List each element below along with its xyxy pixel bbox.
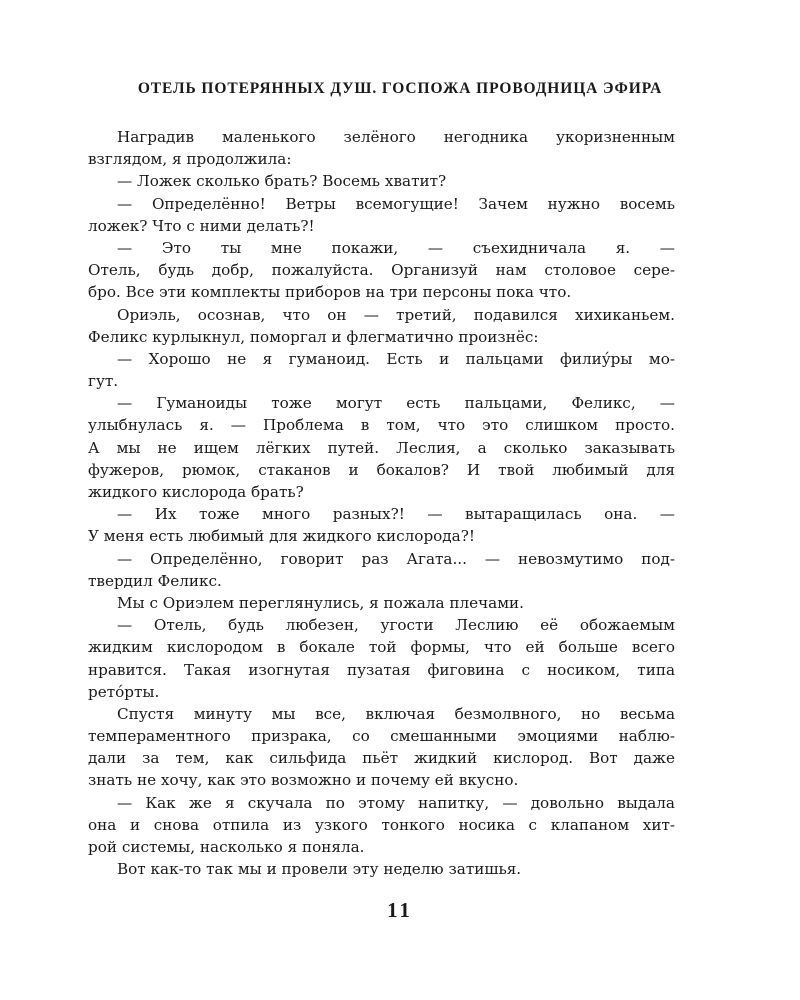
text-line: — Хорошо не я гуманоид. Есть и пальцами филиу́ры мо- [117, 349, 675, 368]
text-line: Ориэль, осознав, что он — третий, подавился хихиканьем. [117, 305, 675, 324]
text-line: — Ложек сколько брать? Восемь хватит? [117, 172, 447, 191]
text-line: рето́рты. [88, 682, 160, 701]
text-line: — Гуманоиды тоже могут есть пальцами, Феликс, — [117, 394, 675, 413]
text-line: У меня есть любимый для жидкого кислорода?! [88, 527, 475, 546]
body-text [88, 126, 675, 880]
text-line: нравится. Такая изогнутая пузатая фиговина с носиком, типа [88, 660, 675, 679]
text-line: — Это ты мне покажи, — съехидничала я. — [117, 238, 675, 257]
text-line: — Отель, будь любезен, угости Леслию её обожаемым [117, 616, 675, 635]
text-line: Вот как-то так мы и провели эту неделю затишья. [117, 860, 522, 879]
text-line: — Определённо, говорит раз Агата... — невозмутимо под- [117, 549, 675, 568]
text-line: она и снова отпила из узкого тонкого носика с клапаном хит- [88, 815, 675, 834]
running-head: ОТЕЛЬ ПОТЕРЯННЫХ ДУШ. ГОСПОЖА ПРОВОДНИЦА ЭФИРА [137, 80, 663, 97]
text-line: Наградив маленького зелёного негодника укоризненным [117, 128, 675, 146]
text-line: ложек? Что с ними делать?! [88, 216, 315, 235]
text-line: темпераментного призрака, со смешанными эмоциями наблю- [88, 727, 675, 746]
text-line: Спустя минуту мы все, включая безмолвного, но весьма [117, 704, 675, 723]
text-line: — Их тоже много разных?! — вытаращилась она. — [117, 505, 675, 524]
text-line: бро. Все эти комплекты приборов на три персоны пока что. [88, 283, 572, 302]
text-line: Отель, будь добр, пожалуйста. Организуй нам столовое сере- [88, 261, 675, 280]
text-line: Мы с Ориэлем переглянулись, я пожала плечами. [117, 593, 524, 612]
text-line: фужеров, рюмок, стаканов и бокалов? И твой любимый для [88, 460, 675, 479]
text-line: взглядом, я продолжила: [88, 150, 292, 169]
text-line: твердил Феликс. [88, 571, 222, 590]
text-line: знать не хочу, как это возможно и почему ей вкусно. [88, 771, 519, 790]
text-line: А мы не ищем лёгких путей. Леслия, а сколько заказывать [88, 438, 675, 457]
text-line: Феликс курлыкнул, поморгал и флегматично произнёс: [88, 327, 539, 346]
page-number: 11 [387, 898, 413, 922]
text-line: жидкого кислорода брать? [88, 483, 304, 501]
text-line: рой системы, насколько я поняла. [88, 838, 365, 856]
text-line: дали за тем, как сильфида пьёт жидкий кислород. Вот даже [88, 749, 675, 768]
text-line: — Как же я скучала по этому напитку, — довольно выдала [117, 793, 675, 812]
text-line: жидким кислородом в бокале той формы, что ей больше всего [88, 638, 675, 657]
text-line: гут. [88, 372, 119, 391]
text-line: улыбнулась я. — Проблема в том, что это слишком просто. [88, 416, 675, 435]
text-line: — Определённо! Ветры всемогущие! Зачем нужно восемь [117, 194, 675, 213]
